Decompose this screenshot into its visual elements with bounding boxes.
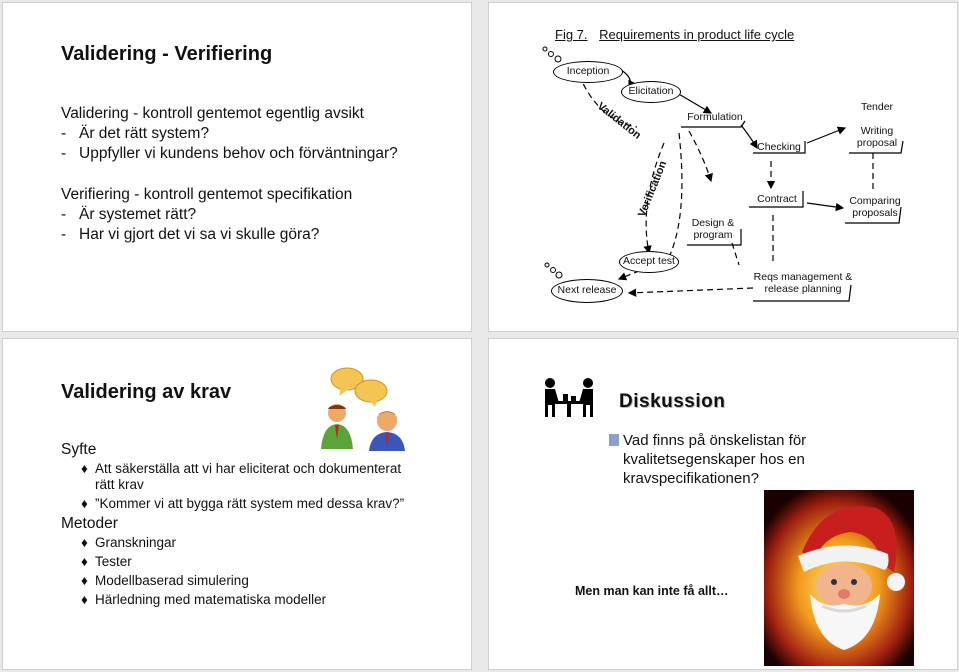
- syfte-list: [81, 461, 411, 512]
- diamond-bullet-icon: ♦: [81, 496, 88, 511]
- list-item: - Är det rätt system?: [61, 125, 210, 142]
- diamond-bullet-icon: ♦: [81, 461, 88, 476]
- label-verification: Verification: [635, 159, 670, 219]
- node-tender: Tender: [860, 101, 894, 113]
- meeting-table-icon: [541, 377, 597, 419]
- slide-title: Validering av krav: [61, 381, 232, 403]
- list-item: - Har vi gjort det vi sa vi skulle göra?: [61, 226, 320, 243]
- diamond-bullet-icon: ♦: [81, 573, 88, 588]
- list-item: ♦ Tester: [81, 554, 132, 569]
- node-contract: Contract: [757, 193, 797, 205]
- metoder-list: [81, 535, 421, 608]
- validering-heading: Validering - kontroll gentemot egentlig avsikt: [61, 105, 364, 122]
- list-item: ♦ Härledning med matematiska modeller: [81, 592, 327, 607]
- node-comparing-proposals: Comparing proposals: [849, 195, 901, 219]
- caption: Men man kan inte få allt…: [575, 584, 729, 598]
- node-next-release: Next release: [551, 279, 623, 303]
- validering-block: [61, 104, 461, 164]
- list-item: - Är systemet rätt?: [61, 206, 197, 223]
- label-validation: Validation: [594, 100, 644, 142]
- list-item: ♦ Granskningar: [81, 535, 177, 550]
- node-writing-proposal: Writing proposal: [856, 125, 898, 149]
- fig-label: Fig 7.: [555, 27, 588, 42]
- node-accept-test: Accept test: [619, 251, 679, 273]
- verifiering-heading: Verifiering - kontroll gentemot specifikation: [61, 186, 353, 203]
- slide-validering-verifiering: [2, 2, 472, 332]
- square-bullet-icon: [609, 434, 619, 446]
- diamond-bullet-icon: ♦: [81, 535, 88, 550]
- node-formulation: Formulation: [687, 111, 743, 123]
- slide-validering-av-krav: [2, 338, 472, 670]
- node-design-program: Design & program: [691, 217, 735, 241]
- slide-diskussion: [488, 338, 958, 670]
- santa-image: [764, 490, 914, 666]
- node-elicitation: Elicitation: [621, 81, 681, 103]
- syfte-label: Syfte: [61, 441, 97, 458]
- diamond-bullet-icon: ♦: [81, 592, 88, 607]
- metoder-label: Metoder: [61, 515, 118, 532]
- node-checking: Checking: [757, 141, 801, 153]
- list-item: ♦ Att säkerställa att vi har eliciterat och dokumenterat rätt krav: [81, 461, 402, 492]
- slide-title: Validering - Verifiering: [61, 43, 273, 65]
- list-item: - Uppfyller vi kundens behov och förväntningar?: [61, 145, 398, 162]
- slide-title: Diskussion: [619, 391, 726, 412]
- diamond-bullet-icon: ♦: [81, 554, 88, 569]
- list-item: ♦ ”Kommer vi att bygga rätt system med dessa krav?”: [81, 496, 405, 511]
- node-inception: Inception: [553, 61, 623, 83]
- node-reqs-management: Reqs management & release planning: [753, 271, 853, 295]
- verifiering-block: [61, 185, 461, 245]
- discussion-question: Vad finns på önskelistan för kvalitetsegenskaper hos en kravspecifikationen?: [623, 432, 807, 487]
- people-talking-icon: [309, 361, 429, 451]
- fig-title: Requirements in product life cycle: [599, 27, 795, 42]
- slide-requirements-diagram: [488, 2, 958, 332]
- list-item: ♦ Modellbaserad simulering: [81, 573, 249, 588]
